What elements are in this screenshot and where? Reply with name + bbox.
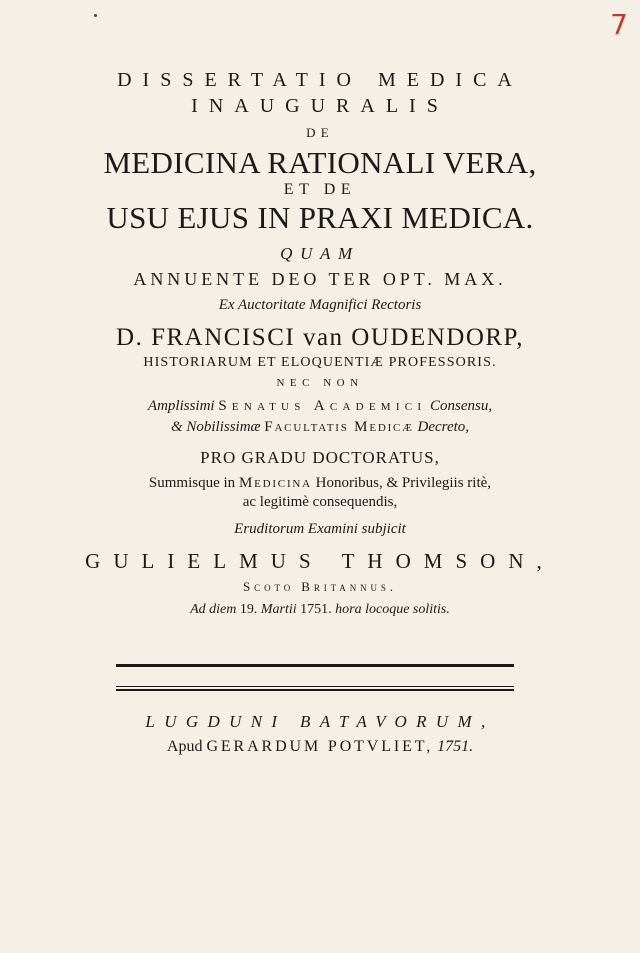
quam-line: QUAM [280, 244, 360, 263]
honoribus-text: Honoribus, & Privilegiis ritè, [315, 475, 492, 491]
summisque-line [0, 476, 640, 491]
annuente-line: ANNUENTE DEO TER OPT. MAX. [133, 269, 507, 289]
senatus-text: Senatus Academici [218, 398, 427, 414]
author-origin: Scoto Britannus. [243, 579, 397, 594]
imprint-publisher-line [0, 738, 640, 756]
ampersand-text: & [170, 419, 183, 435]
divider-double-bottom [116, 689, 514, 691]
title-second-line: USU EJUS IN PRAXI MEDICA. [106, 200, 534, 235]
amplissimi-text: Amplissimi [147, 398, 215, 414]
decreto-text: Decreto, [417, 419, 470, 435]
nec-non-line: NEC NON [276, 377, 364, 389]
title-page [0, 70, 640, 617]
title-line-inauguralis: INAUGURALIS [191, 95, 449, 117]
apud-text: Apud [166, 738, 203, 755]
author-name: GULIELMUS THOMSON, [85, 549, 555, 573]
title-line-dissertatio: DISSERTATIO MEDICA [117, 69, 523, 91]
rector-name: D. FRANCISCI van OUDENDORP, [116, 324, 524, 351]
publisher-name: GERARDUM POTVLIET, [206, 738, 434, 755]
ink-dot [94, 14, 97, 17]
day-text: 19. [239, 602, 258, 617]
consensu-text: Consensu, [430, 398, 493, 414]
divider-thick [116, 664, 514, 667]
hora-text: hora locoque solitis. [335, 602, 450, 617]
title-main-line: MEDICINA RATIONALI VERA, [103, 145, 537, 180]
date-line [0, 603, 640, 617]
month-text: Martii [260, 602, 297, 617]
senatus-line [0, 399, 640, 414]
summisque-text: Summisque in [148, 475, 236, 491]
rector-title: HISTORIARUM ET ELOQUENTIÆ PROFESSORIS. [143, 355, 497, 370]
year-text: 1751. [300, 602, 332, 617]
facultatis-text: Facultatis Medicæ [264, 419, 414, 435]
medicina-text: Medicina [238, 475, 312, 491]
auctoritate-line: Ex Auctoritate Magnifici Rectoris [218, 297, 422, 313]
page-number: 7 [610, 8, 628, 41]
ad-diem-text: Ad diem [190, 602, 237, 617]
pro-gradu-line: PRO GRADU DOCTORATUS, [200, 448, 440, 467]
examini-line: Eruditorum Examini subjicit [234, 521, 406, 537]
nobilissimae-text: Nobilissimæ [186, 419, 261, 435]
imprint-place: LUGDUNI BATAVORUM, [145, 712, 495, 731]
consequendis-line: ac legitimè consequendis, [242, 494, 398, 510]
imprint-year: 1751. [437, 738, 474, 755]
title-line-de: DE [306, 125, 334, 140]
facultatis-line [0, 420, 640, 435]
divider-double-top [116, 686, 514, 687]
title-line-et-de: ET DE [283, 181, 357, 198]
